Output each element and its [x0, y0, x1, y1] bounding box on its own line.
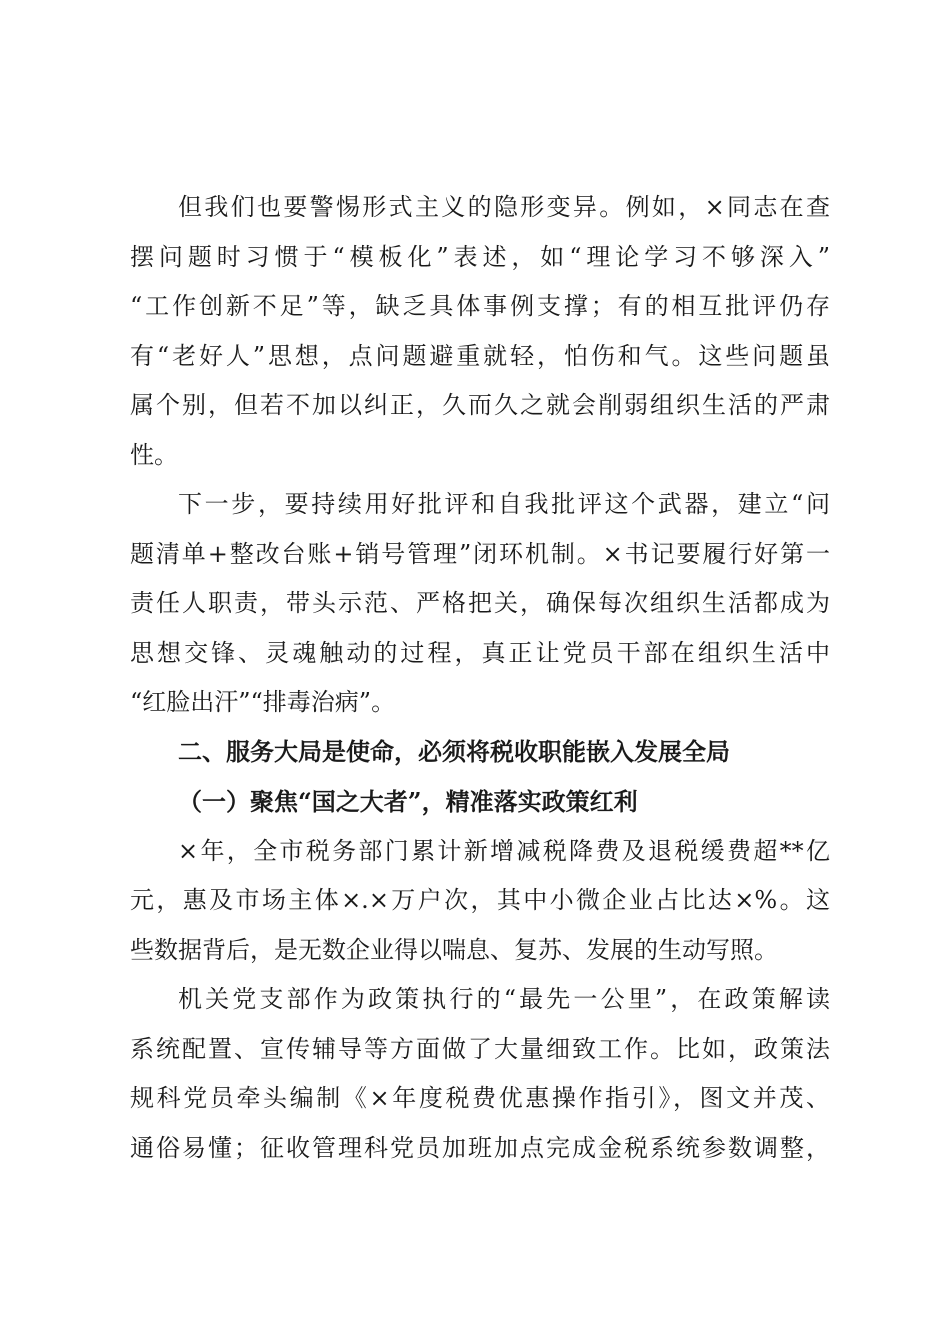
paragraph-party-branch-work: [130, 975, 830, 1173]
document-body: [130, 183, 830, 1173]
text-line: ×年，全市税务部门累计新增减税降费及退税缓费超**亿: [178, 836, 830, 865]
text-line: 规科党员牵头编制《×年度税费优惠操作指引》，图文并茂、: [130, 1084, 830, 1112]
section-heading: 二、服务大局是使命，必须将税收职能嵌入发展全局: [178, 737, 730, 766]
paragraph-formalism-warning: [130, 183, 830, 480]
text-line: 有“老好人”思想，点问题避重就轻，怕伤和气。这些问题虽: [130, 341, 830, 370]
paragraph-tax-statistics: [130, 827, 830, 976]
text-line: 题清单+整改台账+销号管理”闭环机制。×书记要履行好第一: [130, 539, 830, 568]
text-line: 但我们也要警惕形式主义的隐形变异。例如，×同志在查: [178, 193, 830, 221]
text-line: 机关党支部作为政策执行的“最先一公里”，在政策解读: [178, 985, 830, 1013]
text-line: “工作创新不足”等，缺乏具体事例支撑；有的相互批评仍存: [130, 292, 830, 320]
text-line: 些数据背后，是无数企业得以喘息、复苏、发展的生动写照。: [130, 935, 778, 964]
text-line: 思想交锋、灵魂触动的过程，真正让党员干部在组织生活中: [130, 638, 830, 667]
text-line: 属个别，但若不加以纠正，久而久之就会削弱组织生活的严肃: [130, 391, 830, 419]
text-line: 责任人职责，带头示范、严格把关，确保每次组织生活都成为: [130, 589, 830, 617]
text-line: 元，惠及市场主体×.×万户次，其中小微企业占比达×%。这: [130, 886, 830, 914]
text-line: 摆问题时习惯于“模板化”表述，如“理论学习不够深入”: [130, 242, 830, 271]
text-line: 通俗易懂；征收管理科党员加班加点完成金税系统参数调整，: [130, 1133, 830, 1162]
text-line: 下一步，要持续用好批评和自我批评这个武器，建立“问: [178, 490, 830, 518]
section-subheading: （一）聚焦“国之大者”，精准落实政策红利: [178, 787, 638, 816]
text-line: 系统配置、宣传辅导等方面做了大量细致工作。比如，政策法: [130, 1034, 830, 1063]
text-line: “红脸出汗”“排毒治病”。: [130, 688, 396, 716]
text-line: 性。: [130, 440, 178, 469]
paragraph-next-steps: [130, 480, 830, 728]
